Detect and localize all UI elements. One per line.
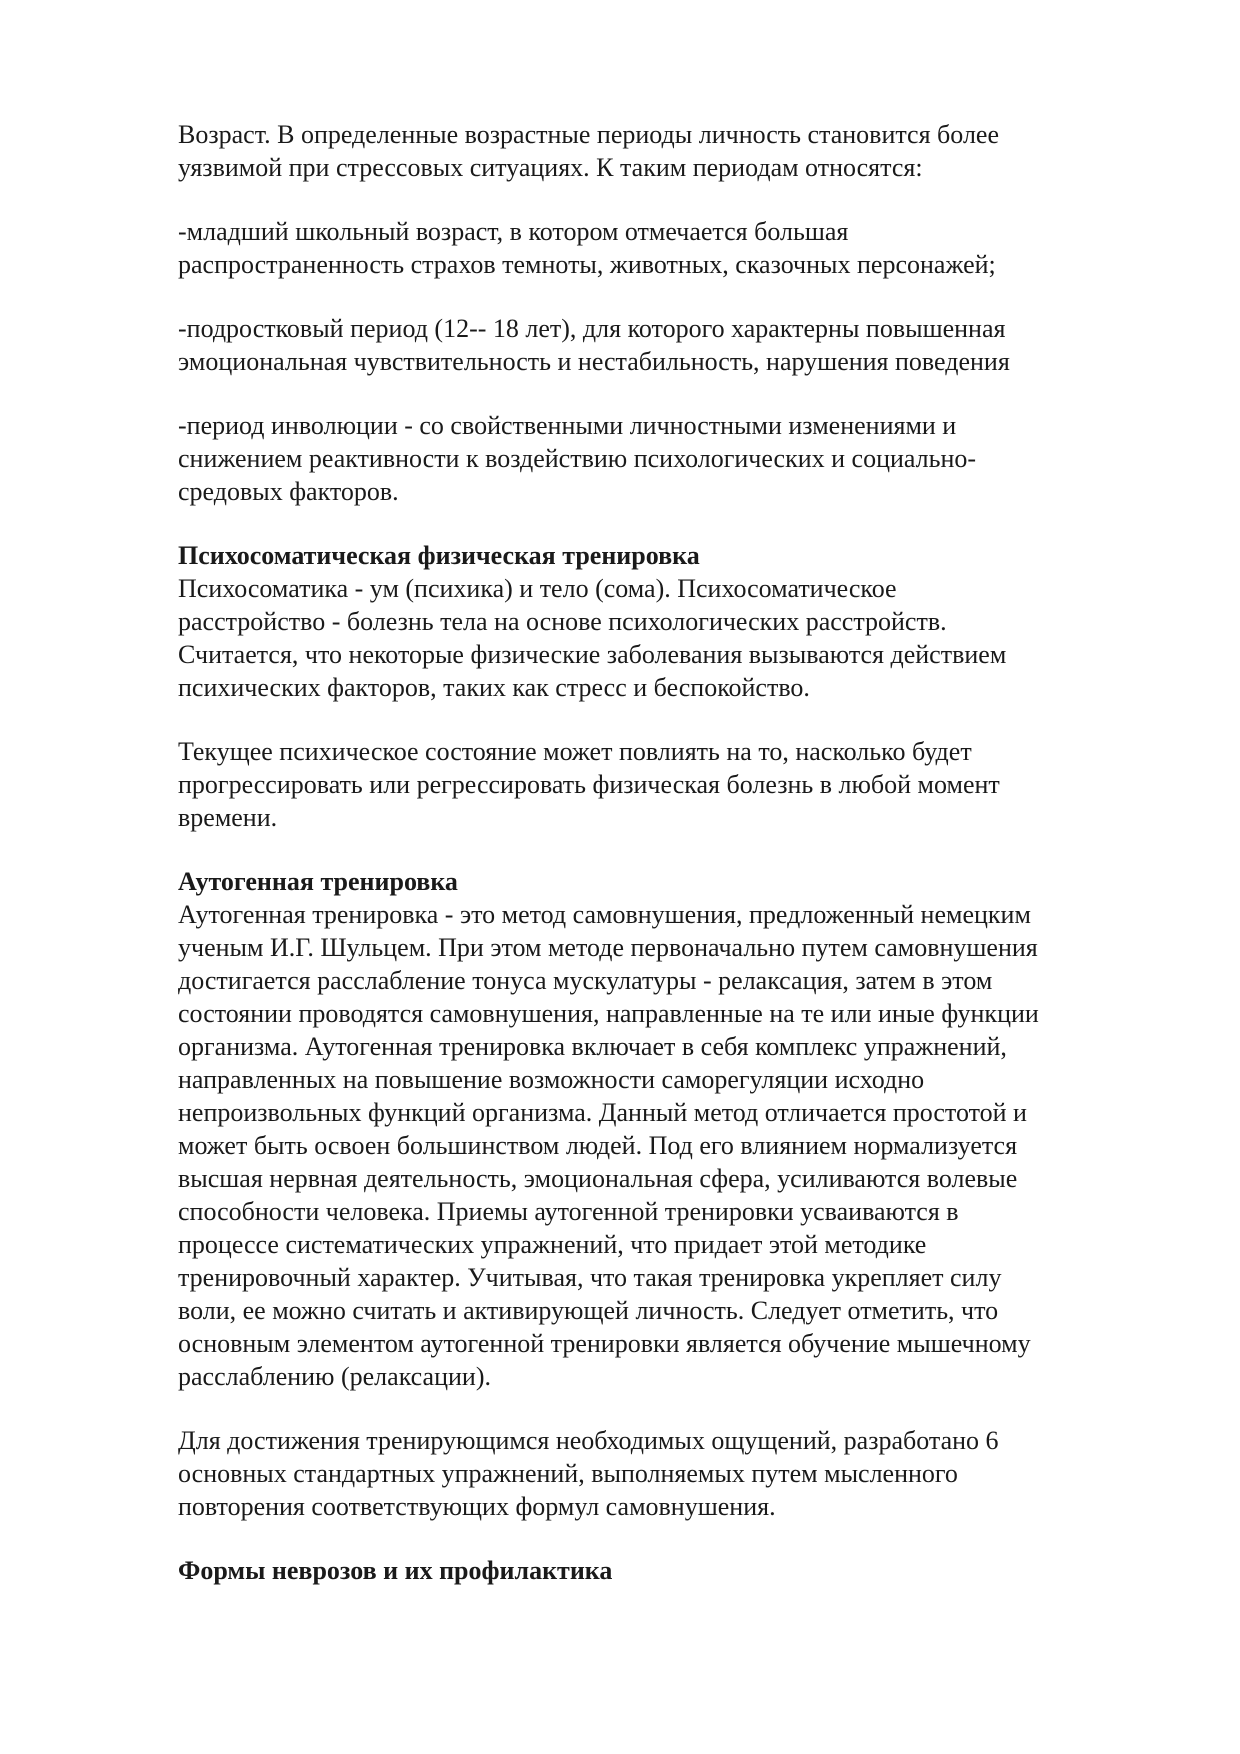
text-line: психических факторов, таких как стресс и беспокойство. [178, 673, 810, 702]
text-line: организма. Аутогенная тренировка включает в себя комплекс упражнений, [178, 1032, 1007, 1061]
paragraph-mental-state [178, 735, 1158, 834]
paragraph-gap [178, 834, 1158, 865]
text-line: состоянии проводятся самовнушения, направленные на те или иные функции [178, 999, 1039, 1028]
text-line: высшая нервная деятельность, эмоциональная сфера, усиливаются волевые [178, 1164, 1018, 1193]
text-line: Аутогенная тренировка - это метод самовнушения, предложенный немецким [178, 900, 1031, 929]
text-line: процессе систематических упражнений, что придает этой методике [178, 1230, 927, 1259]
text-line: может быть освоен большинством людей. Под его влиянием нормализуется [178, 1131, 1018, 1160]
paragraph-gap [178, 281, 1158, 312]
text-line: средовых факторов. [178, 477, 399, 506]
text-line: способности человека. Приемы аутогенной тренировки усваиваются в [178, 1197, 959, 1226]
text-line: Возраст. В определенные возрастные периоды личность становится более [178, 120, 999, 149]
text-line: эмоциональная чувствительность и нестабильность, нарушения поведения [178, 347, 1010, 376]
paragraph-gap [178, 508, 1158, 539]
text-line: направленных на повышение возможности саморегуляции исходно [178, 1065, 925, 1094]
heading-neuroses-forms: Формы неврозов и их профилактика [178, 1556, 613, 1585]
paragraph-gap [178, 704, 1158, 735]
text-line: расстройство - болезнь тела на основе психологических расстройств. [178, 607, 947, 636]
text-line: Психосоматика - ум (психика) и тело (сома). Психосоматическое [178, 574, 897, 603]
text-line: тренировочный характер. Учитывая, что такая тренировка укрепляет силу [178, 1263, 1002, 1292]
text-line: основным элементом аутогенной тренировки является обучение мышечному [178, 1329, 1031, 1358]
paragraph-autogenic-training [178, 898, 1158, 1393]
text-line: -младший школьный возраст, в котором отмечается большая [178, 217, 849, 246]
text-line: снижением реактивности к воздействию психологических и социально- [178, 444, 977, 473]
text-line: Текущее психическое состояние может повлиять на то, насколько будет [178, 737, 972, 766]
document-body [178, 118, 1158, 1587]
text-line: распространенность страхов темноты, животных, сказочных персонажей; [178, 250, 996, 279]
text-line: достигается расслабление тонуса мускулатуры - релаксация, затем в этом [178, 966, 993, 995]
text-line: ученым И.Г. Шульцем. При этом методе первоначально путем самовнушения [178, 933, 1038, 962]
paragraph-gap [178, 1393, 1158, 1424]
text-line: времени. [178, 803, 278, 832]
text-line: -период инволюции - со свойственными личностными изменениями и [178, 411, 957, 440]
text-line: основных стандартных упражнений, выполняемых путем мысленного [178, 1459, 958, 1488]
text-line: уязвимой при стрессовых ситуациях. К таким периодам относятся: [178, 153, 923, 182]
paragraph-gap [178, 184, 1158, 215]
paragraph-gap [178, 1523, 1158, 1554]
text-line: Для достижения тренирующимся необходимых ощущений, разработано 6 [178, 1426, 999, 1455]
paragraph-gap [178, 378, 1158, 409]
text-line: повторения соответствующих формул самовнушения. [178, 1492, 776, 1521]
text-line: -подростковый период (12-- 18 лет), для которого характерны повышенная [178, 314, 1006, 343]
paragraph-adolescence [178, 312, 1158, 378]
paragraph-psychosomatics [178, 572, 1158, 704]
paragraph-involution [178, 409, 1158, 508]
text-line: Считается, что некоторые физические заболевания вызываются действием [178, 640, 1007, 669]
heading-psychosomatic-training: Психосоматическая физическая тренировка [178, 541, 700, 570]
paragraph-age [178, 118, 1158, 184]
heading-autogenic-training: Аутогенная тренировка [178, 867, 458, 896]
paragraph-exercises [178, 1424, 1158, 1523]
text-line: воли, ее можно считать и активирующей личность. Следует отметить, что [178, 1296, 999, 1325]
text-line: непроизвольных функций организма. Данный метод отличается простотой и [178, 1098, 1027, 1127]
text-line: расслаблению (релаксации). [178, 1362, 491, 1391]
paragraph-school-age [178, 215, 1158, 281]
text-line: прогрессировать или регрессировать физическая болезнь в любой момент [178, 770, 1000, 799]
